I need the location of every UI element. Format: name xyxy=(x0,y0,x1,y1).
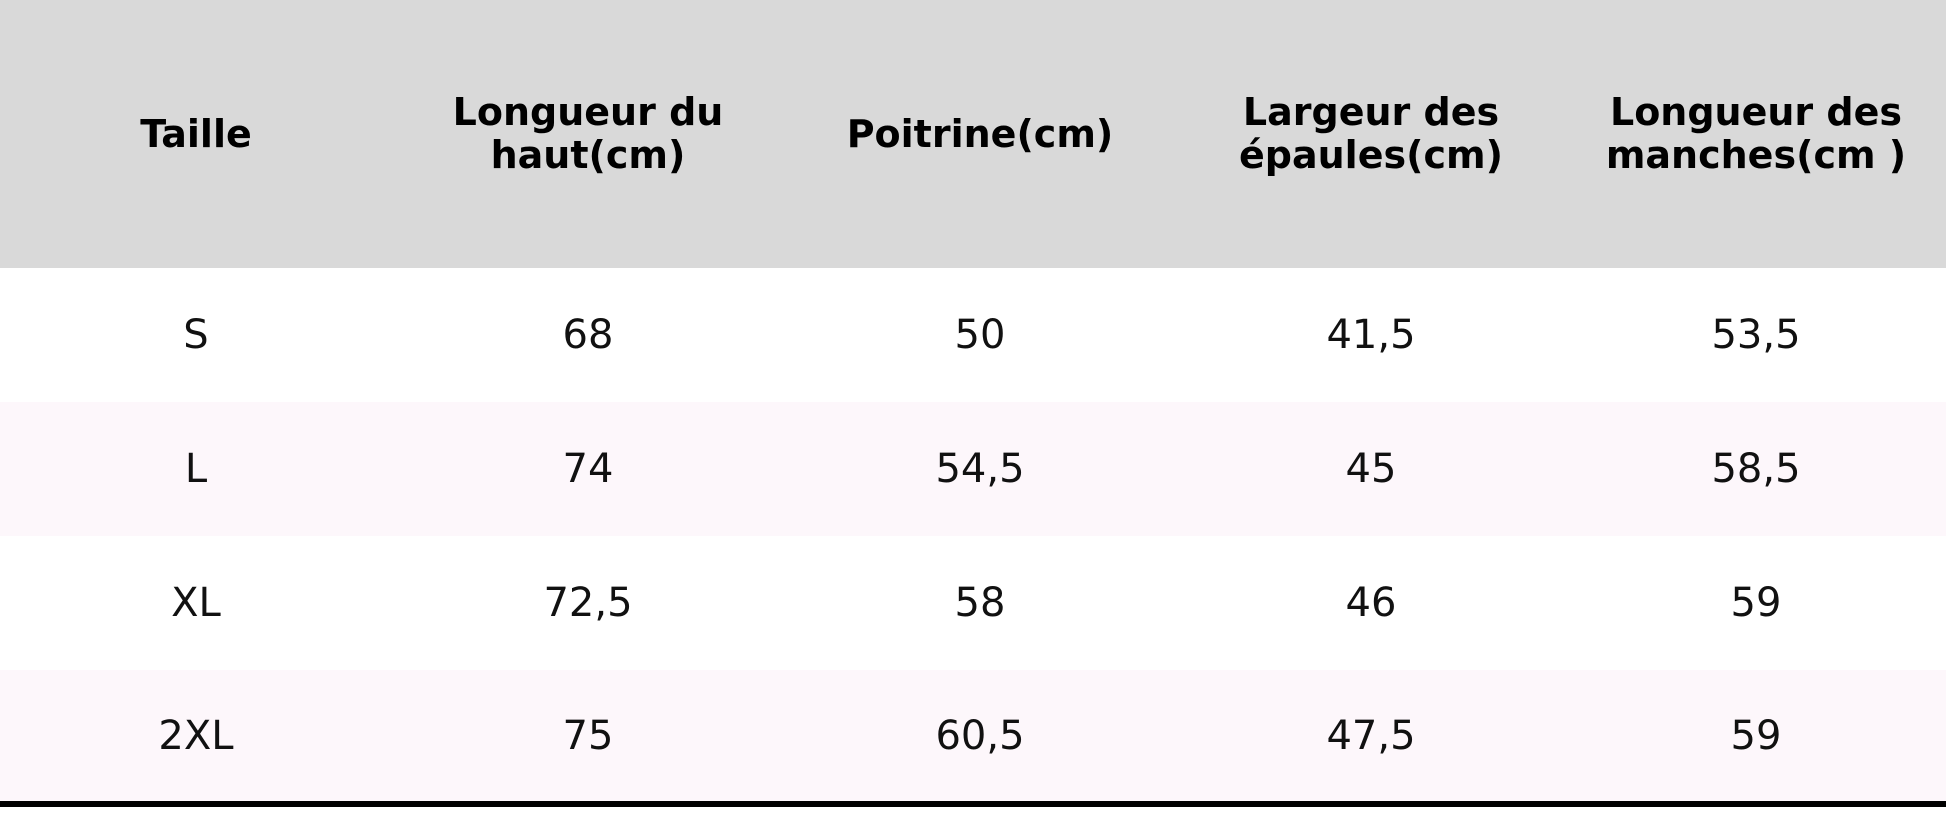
cell-chest: 60,5 xyxy=(784,670,1176,804)
column-header-poitrine: Poitrine(cm) xyxy=(846,111,1114,156)
cell-chest: 58 xyxy=(954,580,1006,626)
cell-chest: 54,5 xyxy=(935,446,1025,492)
table-header xyxy=(0,0,1946,268)
cell-sleeve-length: 59 xyxy=(1730,580,1782,626)
cell-shoulder-width: 45 xyxy=(1345,446,1397,492)
table-row xyxy=(0,536,1946,670)
column-header-taille: Taille xyxy=(140,111,252,156)
cell-top-length: 68 xyxy=(562,312,614,358)
table-body xyxy=(0,268,1946,804)
table-row xyxy=(0,670,1946,804)
cell-chest: 50 xyxy=(954,312,1006,358)
cell-sleeve-length: 59 xyxy=(1566,670,1946,804)
cell-size: 2XL xyxy=(0,670,392,804)
cell-size: S xyxy=(183,312,209,358)
cell-sleeve-length: 53,5 xyxy=(1711,312,1801,358)
column-header-longueur-haut: Longueur du haut(cm) xyxy=(452,90,724,177)
column-header-largeur-epaules: Largeur des épaules(cm) xyxy=(1239,90,1503,177)
table-row xyxy=(0,402,1946,536)
cell-sleeve-length: 58,5 xyxy=(1711,446,1801,492)
cell-top-length: 72,5 xyxy=(543,580,633,626)
cell-shoulder-width: 47,5 xyxy=(1176,670,1566,804)
cell-size: L xyxy=(184,446,208,492)
table-header-row xyxy=(0,0,1946,268)
cell-shoulder-width: 41,5 xyxy=(1326,312,1416,358)
cell-top-length: 75 xyxy=(392,670,784,804)
cell-size: XL xyxy=(171,580,221,626)
column-header-longueur-manches: Longueur des manches(cm ) xyxy=(1605,90,1907,177)
table-row xyxy=(0,268,1946,402)
cell-top-length: 74 xyxy=(562,446,614,492)
cell-shoulder-width: 46 xyxy=(1345,580,1397,626)
